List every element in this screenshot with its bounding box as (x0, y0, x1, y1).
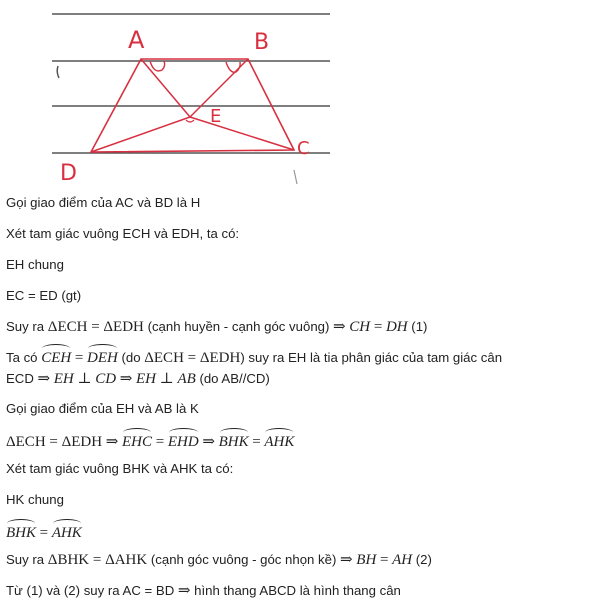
text: ECD (6, 371, 34, 386)
math-dh: DH (385, 319, 408, 335)
math-implies: ⇒ (333, 319, 346, 335)
math-angle-ehc: EHC (122, 434, 153, 450)
math-angle-bhk: BHK (218, 434, 249, 450)
math-perp: ⊥ (77, 371, 92, 387)
text-line-11: HK chung (6, 492, 64, 507)
math-triangle-eq: ΔECH = ΔEDH (47, 319, 144, 335)
pen-stroke (294, 170, 297, 184)
geometry-figure (48, 0, 333, 186)
math-angle-deh: DEH (87, 350, 118, 366)
angle-mark-b (226, 62, 240, 72)
text: Suy ra (6, 319, 45, 334)
math-implies: ⇒ (119, 371, 133, 387)
text-line-1: Gọi giao điểm của AC và BD là H (6, 195, 201, 210)
text: hình thang ABCD là hình thang cân (194, 583, 401, 598)
text: (2) (415, 552, 432, 567)
math-angle-ceh: CEH (41, 350, 72, 366)
text: (cạnh góc vuông - góc nhọn kề) (150, 552, 337, 567)
label-d: D (60, 161, 77, 186)
text-line-4: EC = ED (gt) (6, 288, 82, 303)
text-line-12 (6, 524, 82, 542)
text: (do AB//CD) (199, 371, 270, 386)
text-line-2: Xét tam giác vuông ECH và EDH, ta có: (6, 226, 240, 241)
angle-mark-e (186, 120, 194, 122)
math-angle-bhk: BHK (6, 525, 36, 541)
math-bh: BH (356, 552, 377, 568)
label-c: C (297, 138, 310, 159)
math-ch: CH (349, 319, 371, 335)
math-eq: = (39, 525, 49, 541)
math-eq: = (74, 350, 84, 366)
math-implies: ⇒ (37, 371, 51, 387)
text: Suy ra (6, 552, 45, 567)
text-line-9 (6, 433, 294, 451)
math-triangle-eq: ΔECH = ΔEDH (144, 350, 241, 366)
math-eh: EH (53, 371, 74, 387)
math-implies: ⇒ (105, 434, 119, 450)
text: ) suy ra EH là tia phân giác của tam giác cân (240, 350, 503, 365)
math-eq: = (373, 319, 383, 335)
math-angle-ahk: AHK (264, 434, 295, 450)
math-triangle-eq-2: ΔBHK = ΔAHK (47, 552, 148, 568)
label-e: E (210, 106, 222, 127)
math-cd: CD (95, 371, 117, 387)
text-line-10: Xét tam giác vuông BHK và AHK ta có: (6, 461, 234, 476)
label-b: B (254, 30, 270, 55)
math-eh: EH (135, 371, 156, 387)
text-line-14 (6, 582, 401, 600)
label-a: A (128, 26, 145, 54)
text-line-5 (6, 318, 427, 336)
segment-de (91, 117, 190, 152)
math-perp: ⊥ (159, 371, 174, 387)
segment-ae (141, 59, 190, 117)
math-eq: = (252, 434, 261, 450)
text-line-7 (6, 370, 270, 388)
math-angle-ahk: AHK (51, 525, 82, 541)
angle-mark-a (150, 61, 165, 71)
text-line-3: EH chung (6, 257, 64, 272)
math-implies: ⇒ (340, 552, 353, 568)
math-implies: ⇒ (202, 434, 215, 450)
text-line-6 (6, 349, 502, 367)
text: (do (121, 350, 141, 365)
math-eq: = (379, 552, 389, 568)
text: (1) (411, 319, 428, 334)
text-line-13 (6, 551, 432, 569)
math-triangle-eq: ΔECH = ΔEDH (6, 434, 103, 450)
text: Ta có (6, 350, 38, 365)
math-eq: = (155, 434, 165, 450)
text: Từ (1) và (2) suy ra AC = BD (6, 583, 175, 598)
trapezoid-sketch (48, 0, 333, 186)
text: (cạnh huyền - cạnh góc vuông) (147, 319, 330, 334)
math-angle-ehd: EHD (167, 434, 199, 450)
math-ah: AH (392, 552, 413, 568)
segment-ce (190, 117, 294, 150)
math-ab: AB (177, 371, 196, 387)
margin-mark (57, 66, 59, 78)
text-line-8: Gọi giao điểm của EH và AB là K (6, 401, 199, 416)
math-implies: ⇒ (177, 583, 191, 599)
